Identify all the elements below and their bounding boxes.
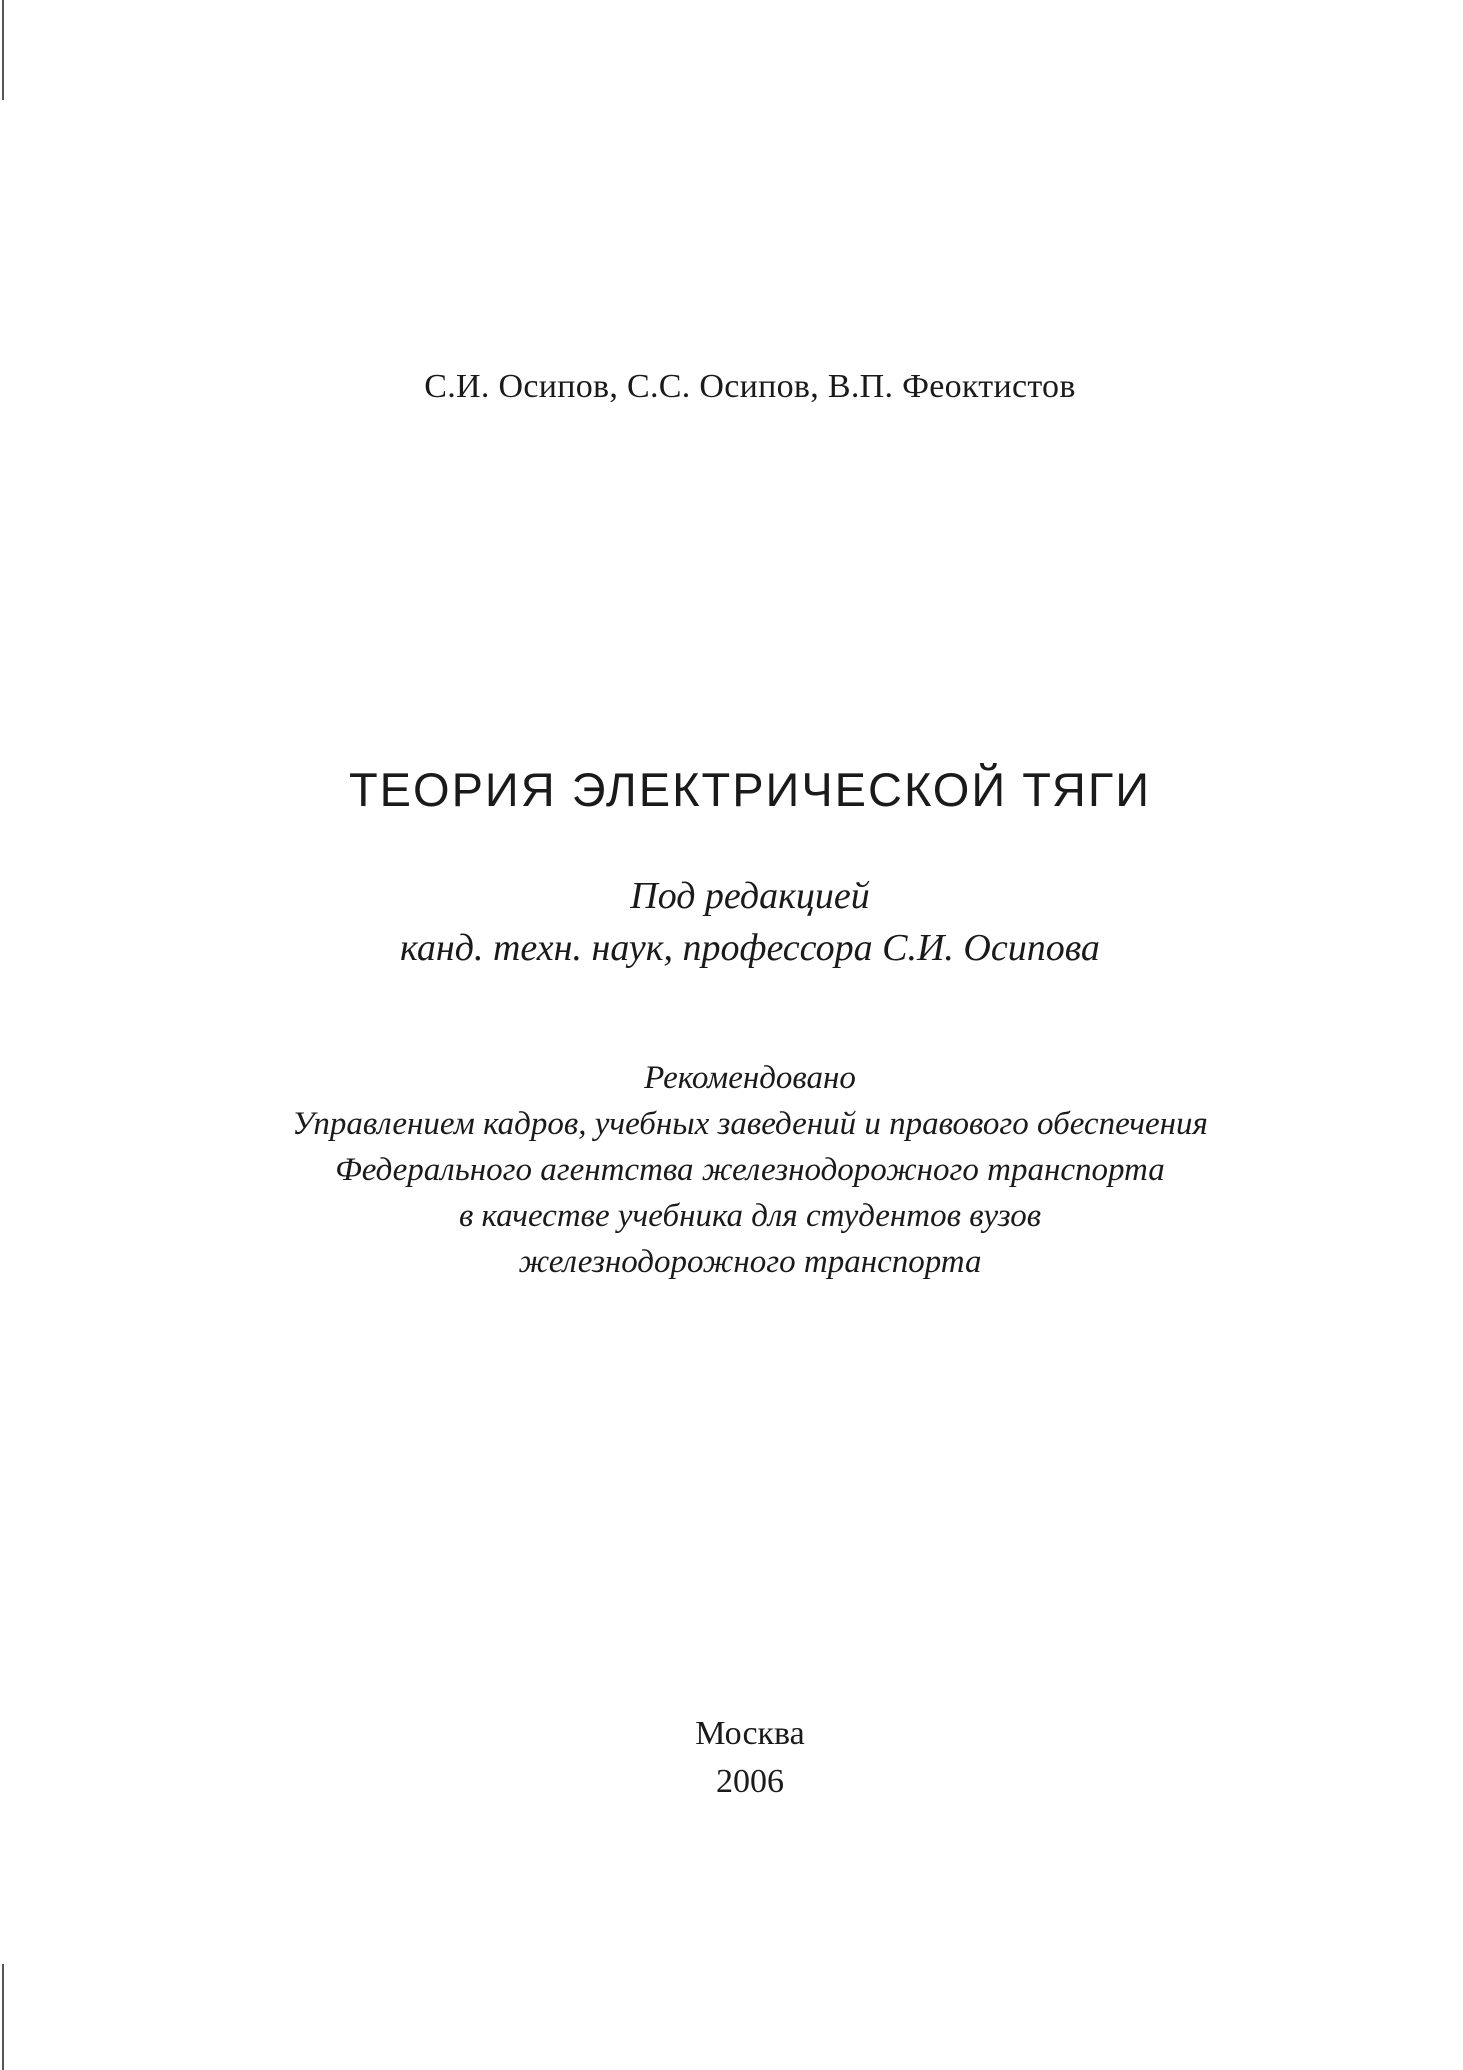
book-title: ТЕОРИЯ ЭЛЕКТРИЧЕСКОЙ ТЯГИ (348, 763, 1152, 816)
recommendation-line: Управлением кадров, учебных заведений и правового обеспечения (292, 1106, 1208, 1142)
editor-block (0, 870, 1463, 974)
recommendation-line: железнодорожного транспорта (518, 1244, 982, 1280)
imprint-block (0, 1710, 1463, 1806)
crop-mark-bottom (2, 1964, 4, 2070)
imprint-year: 2006 (716, 1763, 784, 1800)
editor-line-1: Под редакцией (630, 875, 870, 917)
crop-mark-top (2, 0, 4, 100)
recommendation-line: Рекомендовано (644, 1060, 856, 1096)
recommendation-block (0, 1055, 1463, 1285)
editor-line-2: канд. техн. наук, профессора С.И. Осипова (400, 927, 1100, 969)
recommendation-line: в качестве учебника для студентов вузов (458, 1198, 1042, 1234)
recommendation-line: Федерального агентства железнодорожного транспорта (335, 1152, 1165, 1188)
authors: С.И. Осипов, С.С. Осипов, В.П. Феоктистов (424, 368, 1076, 405)
imprint-city: Москва (695, 1715, 805, 1752)
